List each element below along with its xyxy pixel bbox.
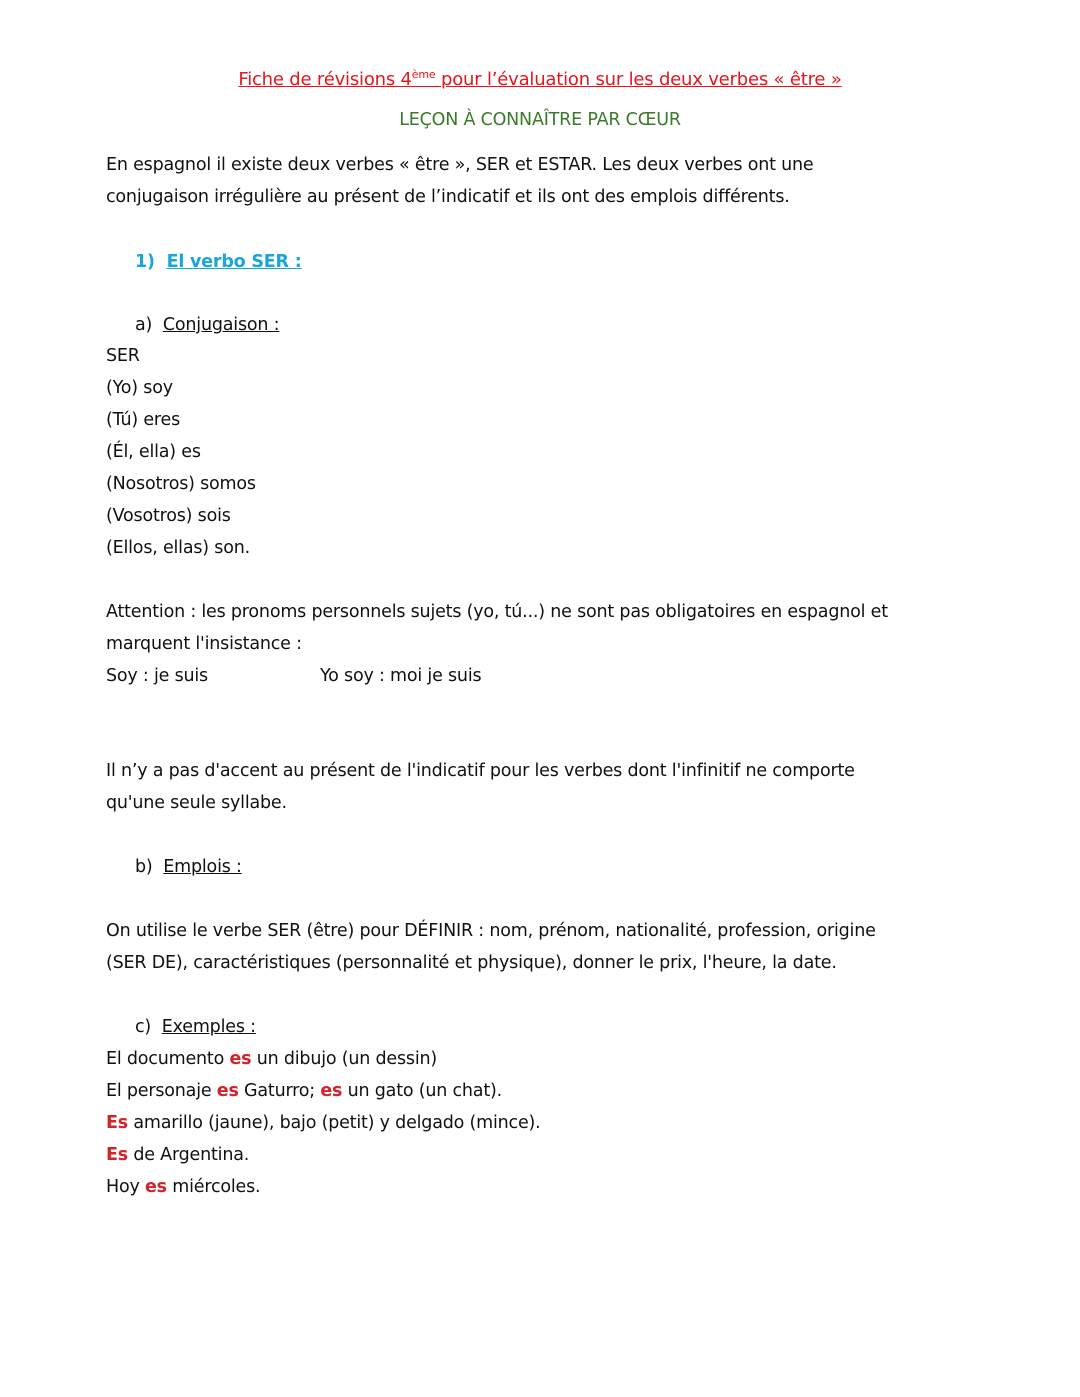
conjugation-line: (Ellos, ellas) son.	[106, 538, 250, 558]
sub-number: b)	[135, 857, 153, 877]
example-line	[106, 1047, 437, 1071]
example-text: de Argentina.	[127, 1145, 250, 1165]
example-text: El documento	[106, 1049, 230, 1069]
conjugation-line: (Tú) eres	[106, 410, 181, 430]
subheading-c	[135, 1015, 256, 1039]
example-text: un gato (un chat).	[342, 1081, 502, 1101]
section-heading-ser	[135, 250, 302, 274]
example-line	[106, 1111, 541, 1135]
sub-label: Exemples :	[161, 1017, 256, 1037]
attention-line: Attention : les pronoms personnels sujets (yo, tú...) ne sont pas obligatoires en espagnol et	[106, 602, 888, 622]
subheading-a	[135, 313, 279, 337]
conjugation-line: (Nosotros) somos	[106, 474, 256, 494]
verb-highlight: Es	[106, 1145, 128, 1165]
sub-number: c)	[135, 1017, 152, 1037]
attention-line: marquent l'insistance :	[106, 634, 302, 654]
verb-highlight: es	[145, 1177, 167, 1197]
example-text: Hoy	[106, 1177, 145, 1197]
example-text: miércoles.	[166, 1177, 261, 1197]
emplois-line: (SER DE), caractéristiques (personnalité et physique), donner le prix, l'heure, la date.	[106, 953, 837, 973]
title-text: Fiche de révisions 4	[238, 69, 412, 90]
verb-highlight: es	[229, 1049, 252, 1069]
section-number: 1)	[135, 252, 155, 272]
verb-highlight: es	[320, 1081, 343, 1101]
example-text: Gaturro;	[238, 1081, 321, 1101]
verb-highlight: Es	[106, 1113, 128, 1133]
title-superscript: ème	[411, 68, 436, 81]
example-line	[106, 1079, 502, 1103]
conjugation-line: (Yo) soy	[106, 378, 173, 398]
emplois-line: On utilise le verbe SER (être) pour DÉFINIR : nom, prénom, nationalité, profession, origine	[106, 921, 876, 941]
accent-line: qu'une seule syllabe.	[106, 793, 287, 813]
conjugation-line: (Vosotros) sois	[106, 506, 231, 526]
intro-line: conjugaison irrégulière au présent de l’indicatif et ils ont des emplois différents.	[106, 187, 790, 207]
subtitle: LEÇON À CONNAÎTRE PAR CŒUR	[399, 110, 681, 130]
accent-line: Il n’y a pas d'accent au présent de l'indicatif pour les verbes dont l'infinitif ne comporte	[106, 761, 855, 781]
example-line	[106, 1175, 260, 1199]
example-text: un dibujo (un dessin)	[251, 1049, 438, 1069]
example-text: El personaje	[106, 1081, 217, 1101]
sub-number: a)	[135, 315, 153, 335]
example-text: amarillo (jaune), bajo (petit) y delgado (mince).	[127, 1113, 541, 1133]
title-text-end: pour l’évaluation sur les deux verbes « être »	[435, 69, 842, 90]
verb-highlight: es	[216, 1081, 239, 1101]
conjugation-line: (Él, ella) es	[106, 442, 201, 462]
example-line	[106, 1143, 249, 1167]
sub-label: Emplois :	[163, 857, 242, 877]
sub-label: Conjugaison :	[162, 315, 280, 335]
intro-line: En espagnol il existe deux verbes « être », SER et ESTAR. Les deux verbes ont une	[106, 155, 814, 175]
pronoun-example-left: Soy : je suis	[106, 666, 208, 686]
section-label: El verbo SER :	[166, 252, 302, 272]
pronoun-example-right: Yo soy : moi je suis	[320, 666, 482, 686]
subheading-b	[135, 855, 242, 879]
conjugation-line: SER	[106, 346, 140, 366]
document-title	[0, 63, 1080, 92]
